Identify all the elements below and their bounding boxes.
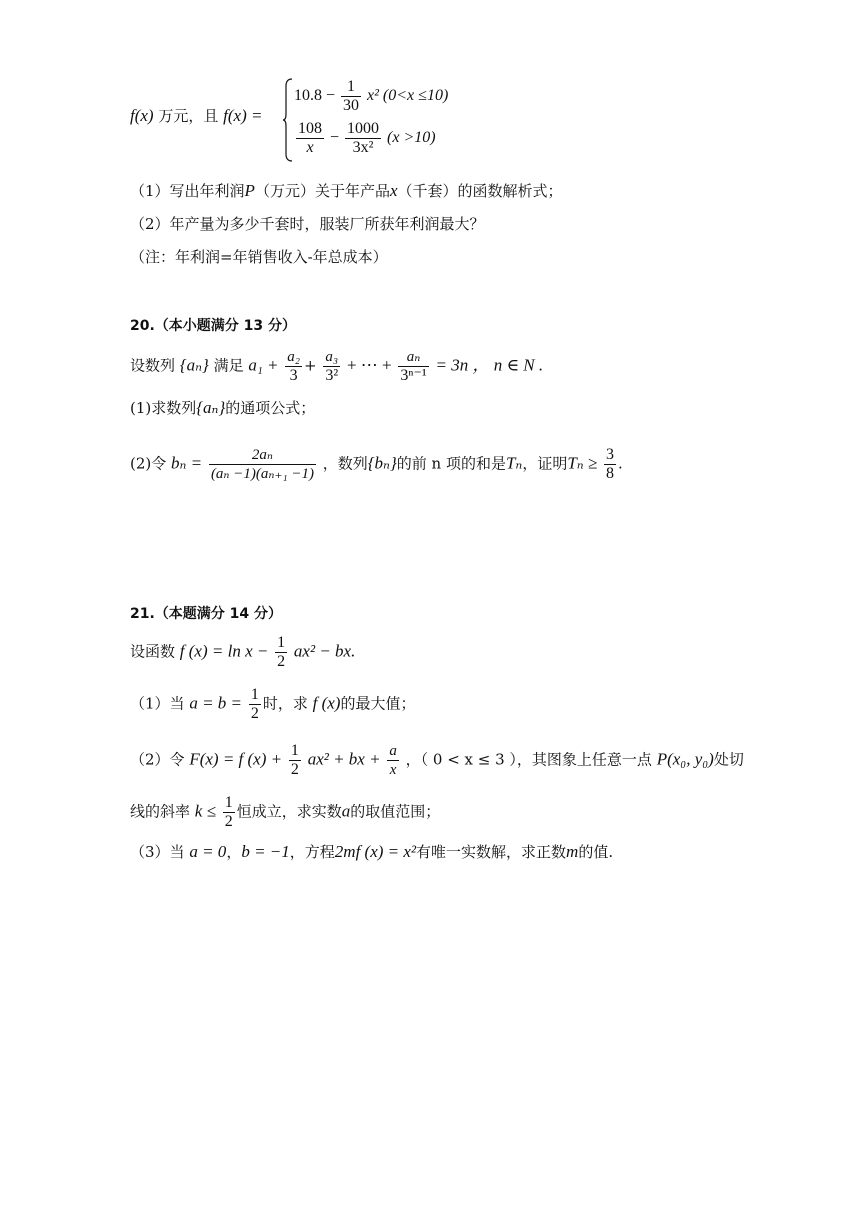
q19-note: （注：年利润=年销售收入-年总成本） [130,248,388,266]
fraction-3-8 [604,446,616,483]
text: （千套）的函数解析式； [397,182,563,200]
equation: 2mf (x) = x² [334,842,417,861]
text: 有唯一实数解，求正数 [416,843,567,861]
text: ，数列 [322,454,368,473]
num: a [389,743,397,759]
var-m: m [566,842,579,861]
q20-part1 [130,398,315,418]
expr: a = 0 [189,842,227,861]
fraction [398,348,428,385]
fx-symbol: f(x) [130,106,154,125]
q19-fx-line [130,106,262,126]
bn: bₙ = [171,453,203,473]
Tn: Tₙ [505,453,523,473]
text: （2）令 [130,750,185,769]
text: 设数列 [130,356,176,375]
piece1-const: 10.8 − [294,87,336,105]
q21-part1 [130,686,415,723]
num: 1 [250,686,259,703]
num: 1 [277,634,286,651]
text: （1）当 [130,694,185,713]
den: 2 [224,813,233,830]
period: . [618,454,623,473]
text: ，证明 [522,454,568,473]
den: 2 [290,761,299,778]
num: 108 [298,120,322,137]
slope-k: k ≤ [194,801,216,821]
expr: ax² + bx + [307,749,381,769]
fraction [285,348,302,385]
q21-heading: 21.（本题满分 14 分） [130,606,283,622]
fx: f (x) [312,693,341,713]
q19-text: 万元，且 [158,107,219,125]
piece1-tail: x² (0<x ≤10) [367,87,449,105]
text: ，方程 [289,843,335,861]
text: 的通项公式； [225,399,316,417]
fx-eq: f(x) = [223,106,263,125]
expr: a₁ + [248,355,279,375]
expr: f (x) = ln x − [179,641,269,661]
text: 的最大值； [340,694,416,713]
text: 的前 n 项的和是 [396,454,506,473]
piece-2 [294,120,436,157]
den: x [306,139,314,156]
q20-part2 [130,446,623,483]
seq-an: {aₙ} [179,355,209,375]
num: 3 [606,446,615,463]
point-P: P(x₀, y₀) [656,749,714,769]
text: （万元）关于年产品 [254,182,390,200]
num: 1 [290,742,299,759]
den: 3x² [352,139,374,156]
den: 3² [325,367,339,384]
var-x: x [389,181,398,200]
q20-line1: 设数列 {aₙ} 满足 a₁ + $\frac{\text{a₂}}{3}$ + $\frac{\text{a₃}}{\text{3²}}$ + ⋯ + $\frac{\text{aₙ}}{\text{3ⁿ⁻¹}}$ = 3n ， n ∈ N . [130,349,544,384]
den: 3 [289,367,298,384]
num: aₙ [398,348,428,367]
expr: a = b = [189,693,243,713]
den: 30 [343,97,360,114]
dots: + ⋯ + [346,355,392,375]
fraction-a-x [387,742,399,779]
den: (aₙ −1)(aₙ₊₁ −1) [210,466,314,482]
q21-part2-line2 [130,794,440,831]
q21-line1 [130,634,355,671]
text: 时，求 [262,694,308,713]
var-P: P [244,181,255,200]
seq-bn: {bₙ} [367,453,397,473]
Tn-ineq: Tₙ ≥ [567,453,598,473]
expr: F(x) = f (x) + [189,749,283,769]
q20-heading: 20.（本小题满分 13 分） [130,318,297,334]
text: 的值. [578,843,614,861]
fraction [323,348,340,385]
num: 2aₙ [209,446,316,465]
fraction-1-2 [275,634,287,671]
den: 2 [277,653,286,670]
num: 1000 [347,120,380,137]
q21-part3 [130,842,613,862]
left-brace [283,78,293,162]
text: 处切 [713,750,744,769]
num: 1 [224,794,233,811]
num: 1 [341,78,361,97]
comma: ， [226,843,242,861]
fraction-1-2 [249,686,261,723]
piece-1 [294,78,448,115]
den: x [389,762,397,778]
text: 的取值范围； [350,802,441,821]
q19-item1 [130,181,563,201]
fraction-1-2 [223,794,235,831]
var-a: a [341,801,351,821]
text: (2)令 [130,454,167,473]
q19-item2: （2）年产量为多少千套时，服装厂所获年利润最大？ [130,215,485,233]
text: （3）当 [130,843,185,861]
seq-an: {aₙ} [196,398,226,417]
text: ，（ 0 < x ≤ 3 ），其图象上任意一点 [405,750,652,769]
fraction-1-2 [289,742,301,779]
text: （1）写出年利润 [130,182,245,200]
fraction-bn [209,446,316,483]
expr: ax² − bx. [293,641,356,661]
fraction-1000-3x2 [345,120,381,157]
piece2-tail: (x >10) [387,129,436,147]
text: 设函数 [130,642,176,661]
expr: b = −1 [241,842,290,861]
q21-part2 [130,742,744,779]
text: 满足 [213,356,244,375]
num: a₂ [287,349,301,365]
num: a₃ [323,348,340,367]
den: 3ⁿ⁻¹ [400,367,427,384]
fraction-1-30 [341,78,361,115]
text: (1)求数列 [130,399,197,417]
expr: = 3n ， n ∈ N . [435,355,544,375]
den: 8 [606,465,615,482]
text: 线的斜率 [130,802,191,821]
text: 恒成立，求实数 [236,802,342,821]
minus: − [330,129,340,147]
fraction-108-x [296,120,324,157]
den: 2 [250,705,259,722]
